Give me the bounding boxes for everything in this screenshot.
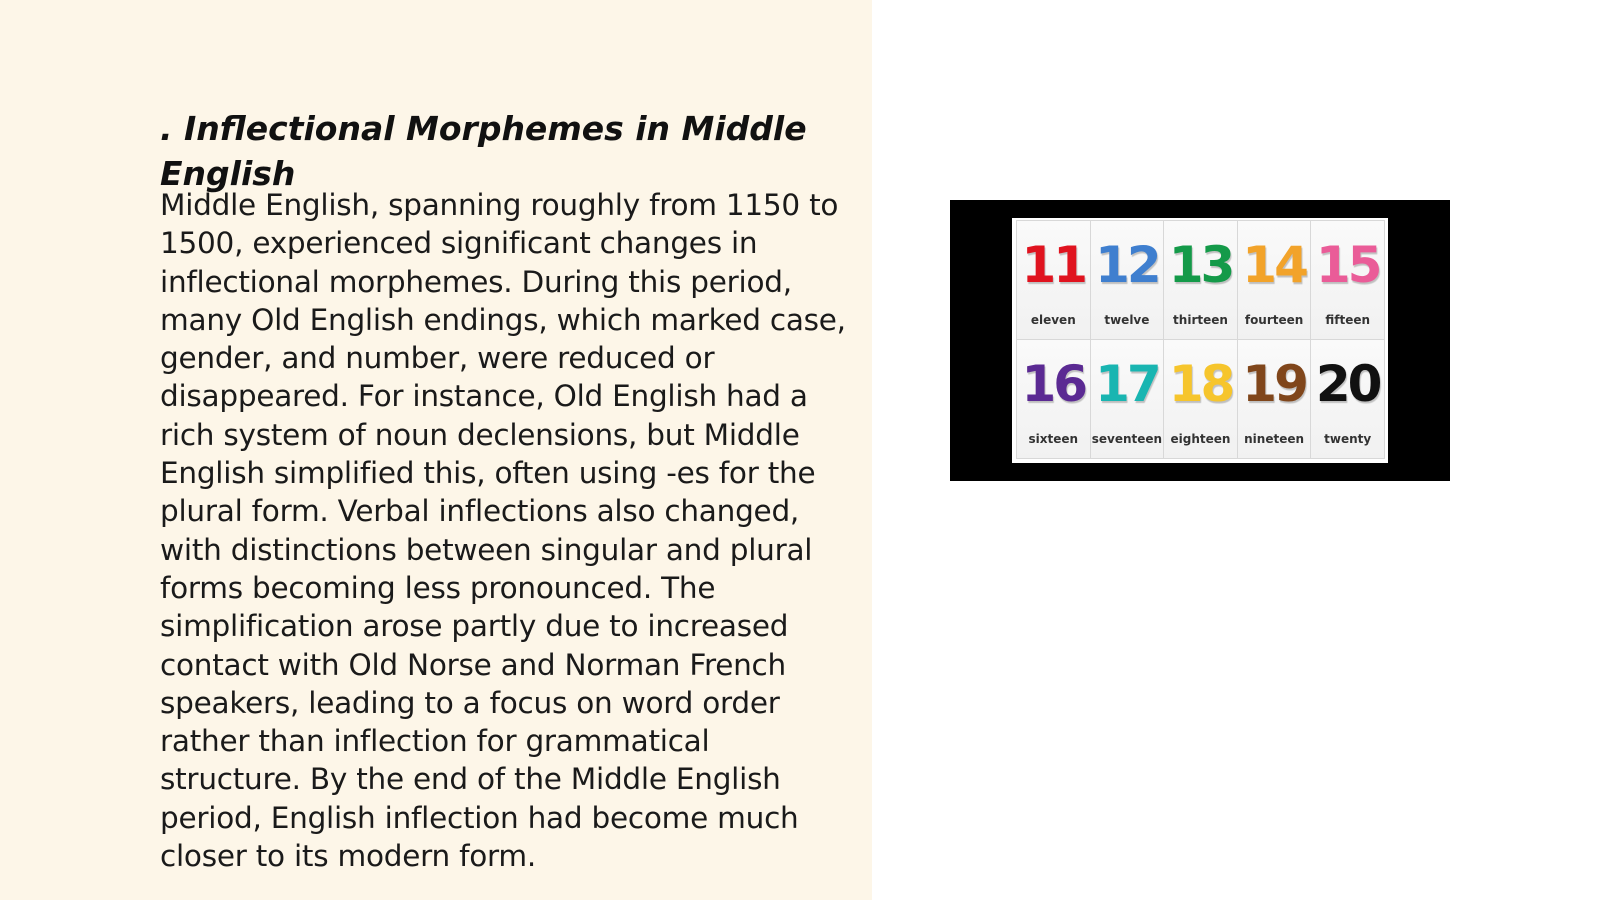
- number-cell-16: [1017, 340, 1091, 459]
- word-11: eleven: [1030, 313, 1076, 327]
- numeral-15: 15: [1315, 236, 1380, 294]
- number-cell-13: [1164, 221, 1238, 340]
- word-19: nineteen: [1244, 432, 1305, 446]
- word-12: twelve: [1104, 313, 1150, 327]
- slide-title: . Inflectional Morphemes in Middle English: [160, 109, 807, 193]
- word-14: fourteen: [1244, 313, 1304, 327]
- number-cell-20: [1311, 340, 1385, 459]
- word-13: thirteen: [1173, 313, 1228, 327]
- slide-body-text: Middle English, spanning roughly from 1150 to 1500, experienced significant changes in inflectional morphemes. During this period, many Old English endings, which marked case, gender, and number, were reduced or disappeared. For instance, Old English had a rich system of noun declensions, but Middle English simplified this, often using -es for the plural form. Verbal inflections also changed, with distinctions between singular and plural forms becoming less pronounced. The simplification arose partly due to increased contact with Old Norse and Norman French speakers, leading to a focus on word order rather than inflection for grammatical structure. By the end of the Middle English period, English inflection had become much closer to its modern form.: [160, 188, 846, 874]
- numeral-12: 12: [1095, 236, 1159, 294]
- word-15: fifteen: [1325, 313, 1371, 327]
- number-cell-18: [1164, 340, 1238, 459]
- numeral-20: 20: [1315, 355, 1380, 413]
- numeral-19: 19: [1242, 355, 1306, 413]
- word-18: eighteen: [1170, 432, 1231, 446]
- numeral-13: 13: [1168, 236, 1233, 294]
- number-cell-14: [1238, 221, 1312, 340]
- numeral-11: 11: [1021, 236, 1086, 294]
- word-17: seventeen: [1091, 432, 1163, 446]
- word-16: sixteen: [1028, 432, 1079, 446]
- numeral-16: 16: [1021, 355, 1086, 413]
- numeral-17: 17: [1095, 355, 1159, 413]
- numbers-image: [950, 200, 1450, 481]
- numeral-18: 18: [1168, 355, 1233, 413]
- numeral-14: 14: [1242, 236, 1306, 294]
- number-cell-15: [1311, 221, 1385, 340]
- number-cell-17: [1091, 340, 1165, 459]
- number-cell-11: [1017, 221, 1091, 340]
- number-cell-19: [1238, 340, 1312, 459]
- number-cell-12: [1091, 221, 1165, 340]
- word-20: twenty: [1324, 432, 1372, 446]
- number-chart: [1012, 218, 1388, 463]
- number-grid: [1016, 220, 1385, 459]
